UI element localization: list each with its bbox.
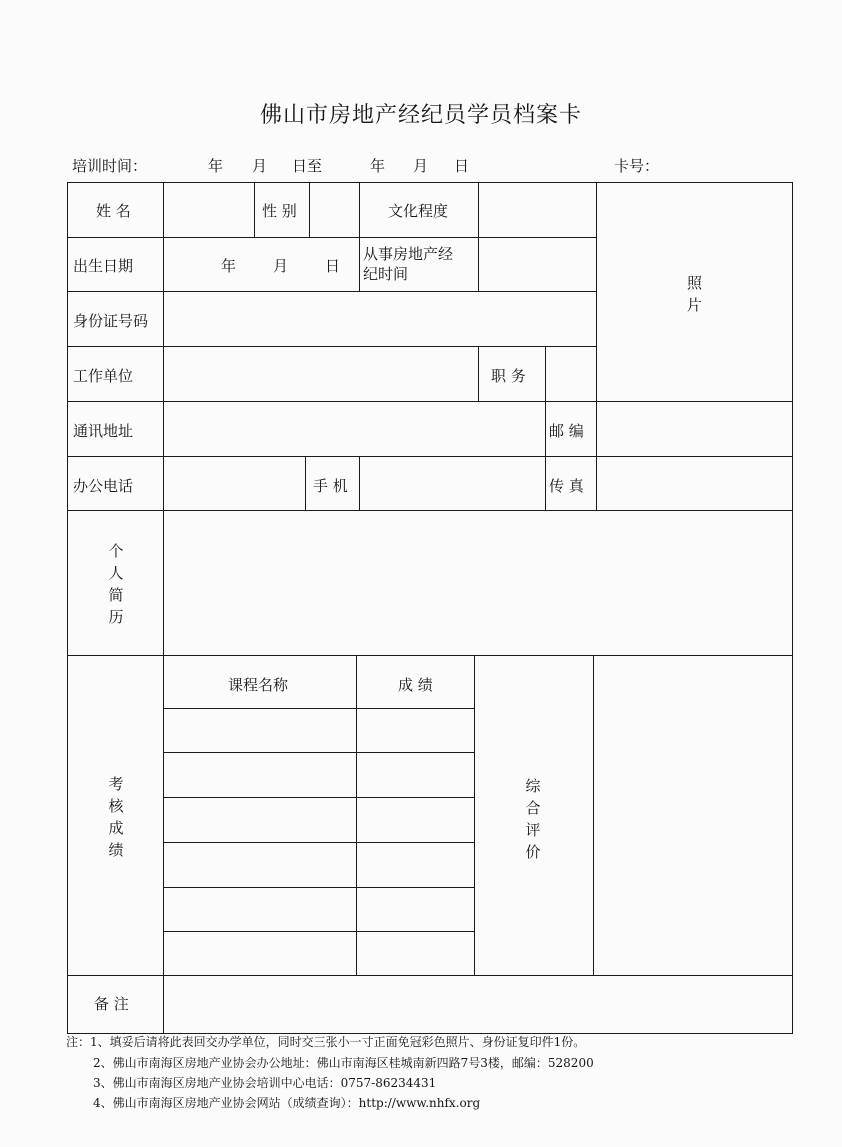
- overall-evaluation-field[interactable]: [595, 657, 791, 974]
- score-field[interactable]: [358, 754, 473, 796]
- training-start-month: 月: [252, 157, 268, 175]
- course-name-header: 课程名称: [228, 676, 289, 694]
- course-name-field[interactable]: [165, 799, 355, 841]
- note-2: 2、佛山市南海区房地产业协会办公地址：佛山市南海区桂城南新四路7号3楼，邮编：528200: [93, 1056, 594, 1070]
- note-1: 注：1、填妥后请将此表回交办学单位，同时交三张小一寸正面免冠彩色照片、身份证复印件1份。: [66, 1035, 586, 1049]
- course-name-field[interactable]: [165, 710, 355, 751]
- score-field[interactable]: [358, 799, 473, 841]
- training-end-year: 年: [370, 157, 386, 175]
- career-time-label-line2: 纪时间: [363, 265, 409, 283]
- education-label: 文化程度: [388, 202, 449, 220]
- training-end-month: 月: [413, 157, 429, 175]
- employer-label: 工作单位: [73, 367, 134, 385]
- score-field[interactable]: [358, 889, 473, 930]
- mobile-field[interactable]: [361, 458, 544, 509]
- office-phone-field[interactable]: [165, 458, 304, 509]
- remarks-label: 备 注: [94, 995, 129, 1013]
- fax-field[interactable]: [598, 458, 791, 509]
- course-name-field[interactable]: [165, 844, 355, 886]
- office-phone-label: 办公电话: [73, 477, 134, 495]
- education-field[interactable]: [480, 184, 595, 236]
- resume-label-char: 个: [108, 542, 124, 560]
- training-start-year: 年: [208, 157, 224, 175]
- resume-label-char: 简: [108, 586, 124, 604]
- remarks-field[interactable]: [165, 977, 791, 1032]
- exam-label-char: 绩: [108, 841, 124, 859]
- form-title: 佛山市房地产经纪员学员档案卡: [259, 103, 582, 128]
- position-field[interactable]: [547, 348, 595, 400]
- note-4: 4、佛山市南海区房地产业协会网站（成绩查询）：http://www.nhfx.org: [93, 1096, 481, 1110]
- training-end-day: 日: [454, 157, 470, 175]
- course-name-field[interactable]: [165, 933, 355, 974]
- training-start-day-to: 日至: [292, 157, 323, 175]
- score-field[interactable]: [358, 933, 473, 974]
- score-field[interactable]: [358, 710, 473, 751]
- note-3: 3、佛山市南海区房地产业协会培训中心电话：0757-86234431: [93, 1076, 437, 1090]
- photo-label-bottom: 片: [687, 296, 703, 314]
- birth-date-label: 出生日期: [73, 257, 134, 275]
- birth-month-unit: 月: [273, 257, 289, 275]
- career-time-field[interactable]: [480, 239, 595, 290]
- score-field[interactable]: [358, 844, 473, 886]
- gender-field[interactable]: [311, 184, 358, 236]
- training-time-label: 培训时间：: [72, 157, 148, 175]
- gender-label: 性 别: [262, 202, 297, 220]
- name-label: 姓 名: [96, 202, 131, 220]
- overall-label-char: 评: [525, 821, 541, 839]
- postcode-label: 邮 编: [549, 422, 584, 440]
- birth-year-unit: 年: [221, 257, 237, 275]
- mobile-label: 手 机: [313, 477, 348, 495]
- course-name-field[interactable]: [165, 754, 355, 796]
- employer-field[interactable]: [165, 348, 477, 400]
- resume-label-char: 历: [108, 608, 124, 626]
- id-number-field[interactable]: [165, 293, 595, 345]
- overall-label-char: 合: [525, 799, 541, 817]
- name-field[interactable]: [165, 184, 253, 236]
- postcode-field[interactable]: [598, 403, 791, 455]
- card-number-label: 卡号：: [614, 157, 660, 175]
- photo-box[interactable]: [598, 184, 791, 400]
- address-field[interactable]: [165, 403, 544, 455]
- resume-field[interactable]: [165, 512, 791, 654]
- overall-label-char: 价: [525, 843, 541, 861]
- resume-label-char: 人: [108, 564, 124, 582]
- course-name-field[interactable]: [165, 889, 355, 930]
- photo-label-top: 照: [687, 274, 703, 292]
- fax-label: 传 真: [549, 477, 584, 495]
- career-time-label-line1: 从事房地产经: [363, 245, 454, 263]
- exam-label-char: 考: [108, 775, 124, 793]
- exam-label-char: 成: [108, 819, 124, 837]
- exam-label-char: 核: [108, 797, 124, 815]
- id-number-label: 身份证号码: [73, 312, 149, 330]
- score-header: 成 绩: [398, 676, 433, 694]
- overall-label-char: 综: [525, 777, 541, 795]
- address-label: 通讯地址: [73, 422, 134, 440]
- birth-day-unit: 日: [325, 257, 341, 275]
- position-label: 职 务: [491, 367, 526, 385]
